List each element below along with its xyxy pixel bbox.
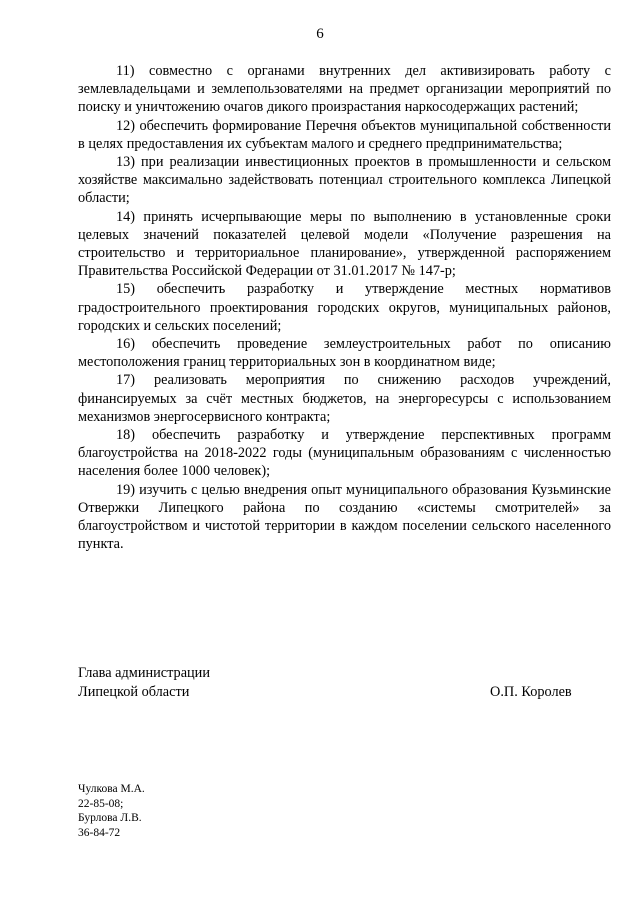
list-item-15: 15) обеспечить разработку и утверждение местных нормативов градостроительного проектирования городских округов, муниципальных районов, городских и сельских поселений; bbox=[78, 281, 611, 334]
list-item-16: 16) обеспечить проведение землеустроительных работ по описанию местоположения границ территориальных зон в координатном виде; bbox=[78, 336, 611, 371]
list-item-12: 12) обеспечить формирование Перечня объектов муниципальной собственности в целях предоставления их субъектам малого и среднего предпринимательства; bbox=[78, 117, 611, 152]
executors-block bbox=[78, 782, 145, 840]
executor-name-2: Бурлова Л.В. bbox=[78, 812, 142, 825]
signatory-name: О.П. Королев bbox=[490, 684, 572, 700]
list-item-18: 18) обеспечить разработку и утверждение перспективных программ благоустройства на 2018-2022 годы (муниципальным образованиям с численностью населения более 1000 человек); bbox=[78, 427, 611, 480]
signatory-position-line2: Липецкой области bbox=[78, 684, 190, 700]
executor-name-1: Чулкова М.А. bbox=[78, 783, 145, 795]
executor-phone-1: 22-85-08; bbox=[78, 797, 124, 810]
list-item-17: 17) реализовать мероприятия по снижению расходов учреждений, финансируемых за счёт местных бюджетов, на энергоресурсы с использованием механизмов энергосервисного контракта; bbox=[78, 372, 611, 425]
list-item-13: 13) при реализации инвестиционных проектов в промышленности и сельском хозяйстве максимально задействовать потенциал строительного комплекса Липецкой области; bbox=[78, 154, 611, 207]
list-item-11: 11) совместно с органами внутренних дел активизировать работу с землевладельцами и землепользователями на предмет организации мероприятий по поиску и уничтожению очагов дикого произрастания наркосодержащих растений; bbox=[78, 63, 611, 116]
page-number: 6 bbox=[316, 26, 324, 42]
document-body bbox=[78, 62, 611, 553]
signatory-position-line1: Глава администрации bbox=[78, 665, 210, 681]
signature-block bbox=[78, 664, 578, 702]
executor-phone-2: 36-84-72 bbox=[78, 826, 121, 839]
list-item-14: 14) принять исчерпывающие меры по выполнению в установленные сроки целевых значений показателей целевой модели «Получение разрешения на строительство и территориальное планирование», утвержденной распоряжением Правительства Российской Федерации от 31.01.2017 № 147-р; bbox=[78, 208, 611, 280]
list-item-19: 19) изучить с целью внедрения опыт муниципального образования Кузьминские Отвержки Липецкого района по созданию «системы смотрителей» за благоустройством и чистотой территории в каждом поселении сельского населенного пункта. bbox=[78, 481, 611, 553]
